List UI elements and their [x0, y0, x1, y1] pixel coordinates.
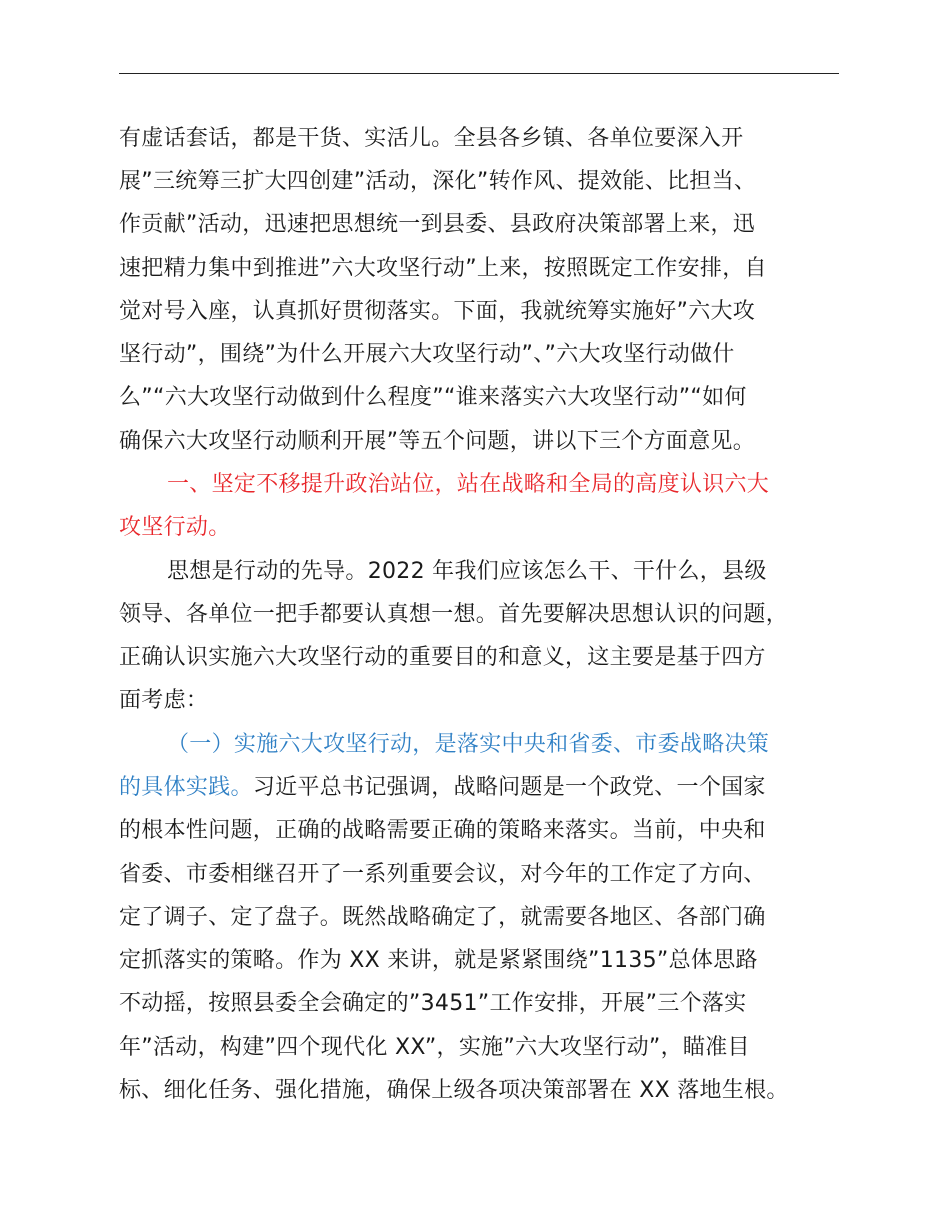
- text-line: 省委、市委相继召开了一系列重要会议，对今年的工作定了方向、: [119, 862, 766, 887]
- heading-line: 一、坚定不移提升政治站位，站在战略和全局的高度认识六大: [167, 472, 770, 497]
- text-line: 确保六大攻坚行动顺利开展”等五个问题，讲以下三个方面意见。: [119, 429, 756, 454]
- text-line: 作贡献”活动，迅速把思想统一到县委、县政府决策部署上来，迅: [119, 212, 756, 237]
- text-line: 标、细化任务、强化措施，确保上级各项决策部署在 XX 落地生根。: [119, 1078, 789, 1103]
- text-line: 的根本性问题，正确的战略需要正确的策略来落实。当前，中央和: [119, 818, 766, 843]
- text-line: 定抓落实的策略。作为 XX 来讲，就是紧紧围绕”1135”总体思路: [119, 948, 758, 973]
- text-line: 不动摇，按照县委全会确定的”3451”工作安排，开展”三个落实: [119, 991, 747, 1016]
- text-line: 年”活动，构建”四个现代化 XX”，实施”六大攻坚行动”，瞄准目: [119, 1035, 750, 1060]
- body-text: 习近平总书记强调，战略问题是一个政党、一个国家: [252, 775, 766, 800]
- mixed-line: [119, 773, 859, 803]
- text-line: 么”“六大攻坚行动做到什么程度”“谁来落实六大攻坚行动”“如何: [119, 385, 747, 410]
- text-line: 正确认识实施六大攻坚行动的重要目的和意义，这主要是基于四方: [119, 645, 766, 670]
- text-line: 领导、各单位一把手都要认真想一想。首先要解决思想认识的问题，: [119, 602, 789, 627]
- text-line: 展”三统筹三扩大四创建”活动，深化”转作风、提效能、比担当、: [119, 169, 757, 194]
- text-line: 速把精力集中到推进”六大攻坚行动”上来，按照既定工作安排，自: [119, 256, 767, 281]
- text-line: 有虚话套话，都是干货、实活儿。全县各乡镇、各单位要深入开: [119, 126, 744, 151]
- text-line: 定了调子、定了盘子。既然战略确定了，就需要各地区、各部门确: [119, 905, 766, 930]
- text-line: 觉对号入座，认真抓好贯彻落实。下面，我就统筹实施好”六大攻: [119, 299, 756, 324]
- heading-line: 攻坚行动。: [119, 515, 231, 540]
- text-line: 坚行动”，围绕”为什么开展六大攻坚行动”、”六大攻坚行动做什: [119, 342, 735, 367]
- text-line: 面考虑：: [119, 688, 209, 713]
- subheading-line: （一）实施六大攻坚行动，是落实中央和省委、市委战略决策: [167, 732, 770, 757]
- header-rule: [119, 73, 839, 74]
- text-line: 思想是行动的先导。2022 年我们应该怎么干、干什么，县级: [167, 559, 767, 584]
- subheading-tail: 的具体实践。: [119, 775, 253, 800]
